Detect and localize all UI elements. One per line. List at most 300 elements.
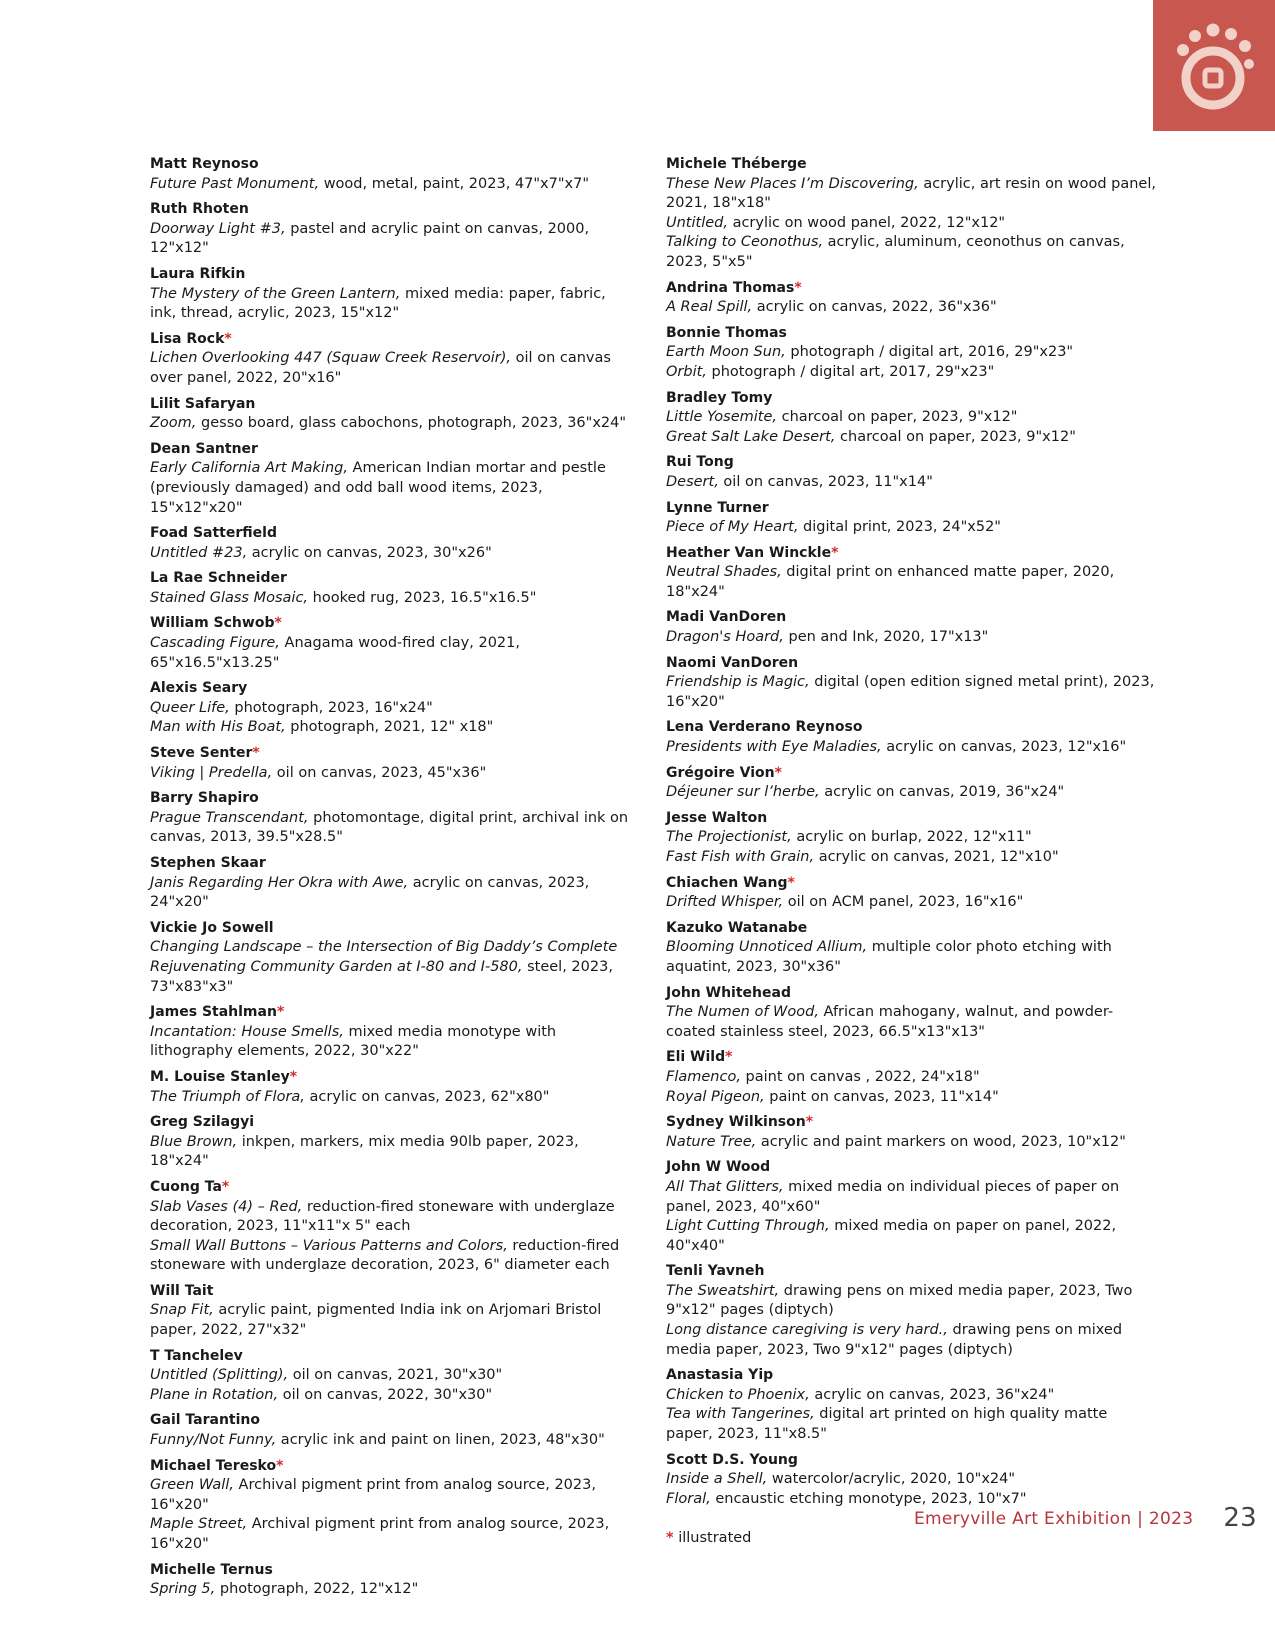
artist-name bbox=[666, 1048, 1156, 1068]
artwork-details: acrylic ink and paint on linen, 2023, 48"x30" bbox=[276, 1432, 605, 1449]
illustrated-marker: * bbox=[725, 1049, 733, 1066]
artwork-title: Blooming Unnoticed Allium, bbox=[666, 939, 868, 956]
artwork-details: reduction-fired stoneware with underglaze decoration, 2023, 6" diameter each bbox=[150, 1237, 620, 1274]
artist-entry bbox=[666, 919, 1156, 978]
artist-name bbox=[666, 1366, 1156, 1386]
artist-entry bbox=[666, 654, 1156, 713]
artist-name-text: Sydney Wilkinson bbox=[666, 1114, 806, 1131]
artwork-title: Incantation: House Smells, bbox=[150, 1023, 344, 1040]
artwork-details: American Indian mortar and pestle (previously damaged) and odd ball wood items, 2023, 15"x12"x20" bbox=[150, 460, 606, 516]
artwork-details: acrylic on canvas, 2023, 62"x80" bbox=[304, 1088, 550, 1105]
artwork-line bbox=[150, 764, 630, 784]
artist-entry bbox=[150, 1457, 630, 1555]
artist-name bbox=[666, 919, 1156, 939]
artist-name bbox=[150, 1178, 630, 1198]
artist-name-text: Laura Rifkin bbox=[150, 265, 246, 282]
artist-name bbox=[666, 608, 1156, 628]
artist-name-text: Dean Santner bbox=[150, 440, 258, 457]
artwork-line bbox=[150, 414, 630, 434]
artwork-line bbox=[150, 1023, 630, 1062]
artist-list-left bbox=[150, 155, 630, 1606]
artwork-line bbox=[150, 1515, 630, 1554]
artist-name bbox=[666, 453, 1156, 473]
artwork-details: acrylic paint, pigmented India ink on Arjomari Bristol paper, 2022, 27"x32" bbox=[150, 1302, 602, 1339]
artwork-details: encaustic etching monotype, 2023, 10"x7" bbox=[710, 1490, 1027, 1507]
artist-name bbox=[150, 200, 630, 220]
artist-name bbox=[666, 764, 1156, 784]
artwork-title: Prague Transcendant, bbox=[150, 809, 309, 826]
artwork-title: Green Wall, bbox=[150, 1477, 234, 1494]
artist-name-text: Kazuko Watanabe bbox=[666, 919, 808, 936]
artist-name bbox=[150, 854, 630, 874]
artwork-line bbox=[150, 699, 630, 719]
artwork-title: Friendship is Magic, bbox=[666, 674, 810, 691]
artwork-title: Drifted Whisper, bbox=[666, 894, 784, 911]
artwork-details: acrylic on burlap, 2022, 12"x11" bbox=[791, 829, 1032, 846]
artwork-line bbox=[150, 1366, 630, 1386]
artwork-line bbox=[150, 1476, 630, 1515]
artist-entry bbox=[666, 499, 1156, 538]
artist-name-text: Chiachen Wang bbox=[666, 874, 788, 891]
artist-entry bbox=[150, 200, 630, 259]
artist-entry bbox=[150, 524, 630, 563]
artist-name-text: Ruth Rhoten bbox=[150, 201, 249, 218]
artwork-title: Nature Tree, bbox=[666, 1133, 757, 1150]
artwork-details: Archival pigment print from analog source, 2023, 16"x20" bbox=[150, 1477, 596, 1513]
artwork-line bbox=[666, 473, 1156, 493]
artwork-line bbox=[666, 1321, 1156, 1360]
artist-name bbox=[150, 330, 630, 350]
artist-entry bbox=[150, 1068, 630, 1107]
artist-entry bbox=[150, 1347, 630, 1406]
artist-name bbox=[150, 1113, 630, 1133]
artist-entry bbox=[666, 1113, 1156, 1152]
artist-name bbox=[150, 1003, 630, 1023]
artist-entry bbox=[150, 265, 630, 324]
artist-entry bbox=[150, 569, 630, 608]
artwork-line bbox=[150, 809, 630, 848]
artwork-line bbox=[666, 1405, 1156, 1444]
artist-name-text: Madi VanDoren bbox=[666, 609, 787, 626]
artwork-details: gesso board, glass cabochons, photograph, 2023, 36"x24" bbox=[196, 415, 627, 432]
artwork-details: Anagama wood-fired clay, 2021, 65"x16.5"x13.25" bbox=[150, 635, 520, 671]
artwork-line bbox=[666, 1470, 1156, 1490]
legend-text: illustrated bbox=[673, 1530, 752, 1547]
artwork-line bbox=[666, 298, 1156, 318]
artwork-title: Light Cutting Through, bbox=[666, 1218, 830, 1235]
artwork-title: Queer Life, bbox=[150, 699, 230, 716]
artist-name-text: Eli Wild bbox=[666, 1049, 726, 1066]
artwork-title: Viking | Predella, bbox=[150, 764, 273, 781]
artist-name-text: Cuong Ta bbox=[150, 1178, 222, 1195]
artwork-details: African mahogany, walnut, and powder-coated stainless steel, 2023, 66.5"x13"x13" bbox=[666, 1004, 1114, 1040]
artist-name bbox=[150, 1282, 630, 1302]
artist-name-text: Michelle Ternus bbox=[150, 1561, 273, 1578]
artwork-line bbox=[666, 673, 1156, 712]
artist-name bbox=[150, 744, 630, 764]
artwork-line bbox=[150, 1237, 630, 1276]
artist-name bbox=[150, 155, 630, 175]
artist-entry bbox=[666, 1262, 1156, 1360]
artist-name-text: John Whitehead bbox=[666, 984, 791, 1001]
artist-name bbox=[150, 265, 630, 285]
illustrated-marker: * bbox=[224, 330, 232, 347]
artist-name-text: Alexis Seary bbox=[150, 680, 248, 697]
artwork-details: digital print, 2023, 24"x52" bbox=[798, 519, 1001, 536]
artwork-details: acrylic on canvas, 2023, 36"x24" bbox=[809, 1386, 1055, 1403]
artist-entry bbox=[150, 1282, 630, 1341]
artwork-details: photograph / digital art, 2016, 29"x23" bbox=[785, 344, 1074, 361]
artist-name bbox=[150, 1068, 630, 1088]
artist-entry bbox=[150, 919, 630, 997]
artwork-details: pen and Ink, 2020, 17"x13" bbox=[783, 629, 989, 646]
artwork-details: wood, metal, paint, 2023, 47"x7"x7" bbox=[319, 175, 589, 192]
artwork-title: The Triumph of Flora, bbox=[150, 1088, 305, 1105]
artwork-details: acrylic on canvas, 2023, 30"x26" bbox=[247, 544, 492, 561]
artwork-title: Plane in Rotation, bbox=[150, 1386, 279, 1403]
artwork-details: photograph, 2023, 16"x24" bbox=[229, 699, 433, 716]
artwork-line bbox=[150, 634, 630, 673]
illustrated-marker: * bbox=[252, 745, 260, 762]
artist-entry bbox=[150, 155, 630, 194]
illustrated-marker: * bbox=[221, 1178, 230, 1195]
artwork-details: oil on ACM panel, 2023, 16"x16" bbox=[783, 894, 1024, 911]
artist-entry bbox=[150, 440, 630, 518]
artwork-title: Early California Art Making, bbox=[150, 460, 348, 477]
artist-name-text: William Schwob bbox=[150, 615, 275, 632]
artwork-details: drawing pens on mixed media paper, 2023, Two 9"x12" pages (diptych) bbox=[666, 1282, 1133, 1319]
artwork-details: digital art printed on high quality matte paper, 2023, 11"x8.5" bbox=[666, 1406, 1108, 1443]
artwork-title: Great Salt Lake Desert, bbox=[666, 428, 836, 445]
artist-entry bbox=[150, 679, 630, 738]
artwork-title: Small Wall Buttons – Various Patterns and Colors, bbox=[150, 1237, 508, 1254]
artwork-line bbox=[666, 1386, 1156, 1406]
artwork-details: mixed media on individual pieces of paper on panel, 2023, 40"x60" bbox=[666, 1178, 1120, 1215]
artist-entry bbox=[150, 330, 630, 389]
artwork-line bbox=[666, 1217, 1156, 1256]
artwork-title: The Mystery of the Green Lantern, bbox=[150, 285, 401, 302]
artist-entry bbox=[150, 395, 630, 434]
artwork-title: These New Places I’m Discovering, bbox=[666, 175, 919, 192]
artwork-line bbox=[666, 893, 1156, 913]
artwork-title: Untitled #23, bbox=[150, 544, 248, 561]
artwork-title: Maple Street, bbox=[150, 1516, 248, 1533]
artist-name-text: T Tanchelev bbox=[150, 1347, 243, 1364]
artist-name-text: Heather Van Winckle bbox=[666, 544, 832, 561]
artwork-line bbox=[666, 1088, 1156, 1108]
artist-name bbox=[150, 1411, 630, 1431]
artwork-line bbox=[666, 938, 1156, 977]
artwork-title: Changing Landscape – the Intersection of Big Daddy’s Complete Rejuvenating Community Garden at I-80 and I-580, bbox=[150, 939, 618, 975]
artwork-line bbox=[666, 408, 1156, 428]
artist-name bbox=[150, 789, 630, 809]
logo-block bbox=[1153, 0, 1275, 131]
artwork-details: acrylic on wood panel, 2022, 12"x12" bbox=[727, 214, 1006, 231]
artwork-details: acrylic on canvas, 2023, 24"x20" bbox=[150, 874, 590, 911]
artist-name-text: Vickie Jo Sowell bbox=[150, 919, 274, 936]
artwork-details: acrylic on canvas, 2023, 12"x16" bbox=[881, 739, 1127, 756]
artwork-details: charcoal on paper, 2023, 9"x12" bbox=[777, 409, 1018, 426]
artist-name bbox=[666, 984, 1156, 1004]
artwork-details: inkpen, markers, mix media 90lb paper, 2023, 18"x24" bbox=[150, 1133, 579, 1170]
artist-name bbox=[666, 1262, 1156, 1282]
artist-entry bbox=[150, 1411, 630, 1450]
artwork-title: All That Glitters, bbox=[666, 1178, 784, 1195]
artwork-line bbox=[666, 214, 1156, 234]
artwork-title: Future Past Monument, bbox=[150, 175, 320, 192]
artwork-details: charcoal on paper, 2023, 9"x12" bbox=[835, 428, 1076, 445]
artist-entry bbox=[666, 874, 1156, 913]
artwork-details: paint on canvas, 2023, 11"x14" bbox=[764, 1088, 999, 1105]
artwork-line bbox=[150, 1580, 630, 1600]
artwork-title: Funny/Not Funny, bbox=[150, 1432, 277, 1449]
artist-entry bbox=[150, 1003, 630, 1062]
artwork-title: Piece of My Heart, bbox=[666, 519, 799, 536]
artwork-line bbox=[666, 1178, 1156, 1217]
artwork-title: Dragon's Hoard, bbox=[666, 629, 784, 646]
artwork-details: paint on canvas , 2022, 24"x18" bbox=[740, 1068, 980, 1085]
artist-name-text: Matt Reynoso bbox=[150, 156, 259, 172]
artwork-title: Neutral Shades, bbox=[666, 564, 782, 581]
illustrated-marker: * bbox=[289, 1068, 298, 1085]
artwork-title: Doorway Light #3, bbox=[150, 220, 286, 237]
artwork-line bbox=[150, 1431, 630, 1451]
artist-entry bbox=[666, 809, 1156, 868]
artwork-title: Spring 5, bbox=[150, 1581, 216, 1598]
artist-name bbox=[666, 1158, 1156, 1178]
artwork-line bbox=[150, 1386, 630, 1406]
artwork-line bbox=[150, 285, 630, 324]
artist-name-text: Barry Shapiro bbox=[150, 790, 259, 807]
artwork-line bbox=[666, 628, 1156, 648]
artist-entry bbox=[150, 1561, 630, 1600]
artist-entry bbox=[666, 453, 1156, 492]
artist-entry bbox=[666, 1451, 1156, 1510]
artwork-details: steel, 2023, 73"x83"x3" bbox=[150, 958, 613, 995]
artwork-details: drawing pens on mixed media paper, 2023, Two 9"x12" pages (diptych) bbox=[666, 1322, 1123, 1358]
artist-name-text: Jesse Walton bbox=[666, 809, 768, 826]
artist-name-text: James Stahlman bbox=[150, 1004, 277, 1021]
artist-entry bbox=[666, 389, 1156, 448]
artist-name bbox=[150, 524, 630, 544]
artwork-line bbox=[150, 1198, 630, 1237]
artwork-details: multiple color photo etching with aquatint, 2023, 30"x36" bbox=[666, 939, 1112, 975]
artwork-line bbox=[666, 1003, 1156, 1042]
artist-name-text: John W Wood bbox=[666, 1159, 771, 1176]
artwork-line bbox=[150, 1088, 630, 1108]
artwork-title: Zoom, bbox=[150, 415, 197, 432]
artwork-line bbox=[150, 874, 630, 913]
artwork-line bbox=[150, 589, 630, 609]
artist-name bbox=[666, 1113, 1156, 1133]
artwork-line bbox=[666, 343, 1156, 363]
artwork-details: acrylic, aluminum, ceonothus on canvas, 2023, 5"x5" bbox=[666, 234, 1125, 270]
illustrated-marker: * bbox=[276, 1457, 284, 1474]
artist-name-text: Andrina Thomas bbox=[666, 279, 795, 296]
artist-entry bbox=[666, 984, 1156, 1043]
publication-title: Emeryville Art Exhibition | 2023 bbox=[913, 1509, 1194, 1529]
artwork-line bbox=[666, 828, 1156, 848]
artist-name bbox=[666, 1451, 1156, 1471]
artwork-line bbox=[666, 783, 1156, 803]
artist-name bbox=[150, 679, 630, 699]
artist-name bbox=[666, 279, 1156, 299]
artwork-line bbox=[666, 738, 1156, 758]
illustrated-marker: * bbox=[794, 279, 802, 296]
artist-name-text: Foad Satterfield bbox=[150, 525, 277, 542]
artwork-details: mixed media on paper on panel, 2022, 40"x40" bbox=[666, 1218, 1117, 1254]
artwork-details: hooked rug, 2023, 16.5"x16.5" bbox=[308, 589, 537, 606]
artist-name-text: Anastasia Yip bbox=[666, 1367, 774, 1384]
artist-entry bbox=[666, 1158, 1156, 1256]
illustrated-marker: * bbox=[774, 764, 782, 781]
artist-name-text: Will Tait bbox=[150, 1282, 214, 1299]
artist-entry bbox=[666, 764, 1156, 803]
artist-name bbox=[666, 389, 1156, 409]
artwork-line bbox=[666, 848, 1156, 868]
artist-entry bbox=[150, 854, 630, 913]
artist-name-text: Naomi VanDoren bbox=[666, 654, 799, 671]
artist-name bbox=[150, 919, 630, 939]
artist-name-text: Rui Tong bbox=[666, 454, 734, 471]
artwork-title: Orbit, bbox=[666, 363, 707, 380]
artwork-line bbox=[666, 1068, 1156, 1088]
artwork-details: oil on canvas, 2023, 45"x36" bbox=[272, 764, 487, 781]
artist-name bbox=[666, 874, 1156, 894]
artist-entry bbox=[150, 744, 630, 783]
artwork-details: acrylic on canvas, 2019, 36"x24" bbox=[819, 784, 1065, 801]
artwork-title: Man with His Boat, bbox=[150, 719, 286, 736]
artwork-details: watercolor/acrylic, 2020, 10"x24" bbox=[767, 1471, 1016, 1488]
artist-entry bbox=[666, 718, 1156, 757]
artist-name-text: Lena Verderano Reynoso bbox=[666, 719, 863, 736]
illustrated-marker: * bbox=[276, 1004, 285, 1021]
artist-name bbox=[150, 1347, 630, 1367]
artist-name bbox=[150, 1561, 630, 1581]
artist-name-text: Greg Szilagyi bbox=[150, 1114, 255, 1131]
artwork-details: photograph, 2022, 12"x12" bbox=[215, 1581, 419, 1598]
artist-name-text: Lisa Rock bbox=[150, 330, 225, 347]
artist-name bbox=[150, 614, 630, 634]
artist-name bbox=[150, 440, 630, 460]
artwork-title: The Numen of Wood, bbox=[666, 1004, 819, 1021]
artwork-title: Floral, bbox=[666, 1490, 711, 1507]
artist-name bbox=[666, 718, 1156, 738]
page-number: 23 bbox=[1223, 1503, 1257, 1533]
artwork-details: acrylic, art resin on wood panel, 2021, 18"x18" bbox=[666, 175, 1156, 212]
artwork-line bbox=[666, 563, 1156, 602]
artwork-line bbox=[666, 175, 1156, 214]
artist-name-text: Bradley Tomy bbox=[666, 389, 773, 406]
artist-entry bbox=[150, 1113, 630, 1172]
illustrated-marker: * bbox=[805, 1114, 814, 1131]
artwork-line bbox=[150, 349, 630, 388]
artist-name-text: Michael Teresko bbox=[150, 1457, 277, 1474]
artwork-details: mixed media: paper, fabric, ink, thread, acrylic, 2023, 15"x12" bbox=[150, 285, 606, 322]
artwork-title: Presidents with Eye Maladies, bbox=[666, 739, 882, 756]
artwork-title: Snap Fit, bbox=[150, 1302, 214, 1319]
artist-list-right bbox=[666, 155, 1156, 1549]
artwork-title: Lichen Overlooking 447 (Squaw Creek Reservoir), bbox=[150, 350, 512, 367]
artwork-details: pastel and acrylic paint on canvas, 2000, 12"x12" bbox=[150, 220, 590, 257]
artwork-title: Fast Fish with Grain, bbox=[666, 849, 815, 865]
artwork-line bbox=[666, 428, 1156, 448]
artwork-title: Déjeuner sur l’herbe, bbox=[666, 784, 820, 801]
artist-name-text: Bonnie Thomas bbox=[666, 324, 787, 341]
artist-name-text: La Rae Schneider bbox=[150, 570, 287, 587]
artwork-title: The Sweatshirt, bbox=[666, 1282, 780, 1299]
artwork-title: Talking to Ceonothus, bbox=[666, 234, 824, 251]
artist-name-text: Lynne Turner bbox=[666, 499, 769, 516]
artwork-title: Royal Pigeon, bbox=[666, 1088, 765, 1105]
artist-name-text: M. Louise Stanley bbox=[150, 1068, 290, 1085]
artist-entry bbox=[150, 1178, 630, 1276]
artwork-line bbox=[150, 1133, 630, 1172]
artwork-details: photograph, 2021, 12" x18" bbox=[285, 719, 494, 736]
artwork-details: oil on canvas, 2022, 30"x30" bbox=[278, 1386, 493, 1403]
artist-name-text: Tenli Yavneh bbox=[666, 1263, 765, 1280]
artwork-details: photograph / digital art, 2017, 29"x23" bbox=[706, 363, 995, 380]
artist-name-text: Lilit Safaryan bbox=[150, 395, 256, 412]
artist-name bbox=[666, 654, 1156, 674]
illustrated-marker: * bbox=[787, 874, 795, 891]
artist-name-text: Scott D.S. Young bbox=[666, 1451, 798, 1468]
artwork-line bbox=[150, 718, 630, 738]
artwork-details: Archival pigment print from analog source, 2023, 16"x20" bbox=[150, 1516, 610, 1552]
illustrated-marker: * bbox=[274, 615, 282, 632]
artwork-title: Chicken to Phoenix, bbox=[666, 1386, 810, 1403]
artwork-title: Desert, bbox=[666, 473, 719, 490]
artwork-line bbox=[666, 1282, 1156, 1321]
artwork-title: The Projectionist, bbox=[666, 829, 792, 846]
artwork-title: Earth Moon Sun, bbox=[666, 344, 786, 361]
artwork-title: Inside a Shell, bbox=[666, 1471, 768, 1488]
artwork-title: Untitled, bbox=[666, 214, 728, 231]
artist-entry bbox=[150, 789, 630, 848]
illustrated-marker: * bbox=[831, 544, 839, 561]
artist-entry bbox=[666, 324, 1156, 383]
artist-entry bbox=[666, 544, 1156, 603]
sun-logo-icon bbox=[1161, 18, 1267, 118]
artwork-title: Stained Glass Mosaic, bbox=[150, 589, 309, 606]
artwork-details: mixed media monotype with lithography elements, 2022, 30"x22" bbox=[150, 1023, 557, 1060]
artwork-line bbox=[666, 518, 1156, 538]
page-footer bbox=[914, 1503, 1257, 1533]
artwork-title: Blue Brown, bbox=[150, 1133, 238, 1150]
artist-name bbox=[150, 395, 630, 415]
artwork-title: Cascading Figure, bbox=[150, 635, 280, 652]
artwork-line bbox=[666, 363, 1156, 383]
artist-entry bbox=[666, 279, 1156, 318]
artist-name bbox=[666, 809, 1156, 829]
artwork-line bbox=[666, 233, 1156, 272]
artwork-details: digital (open edition signed metal print), 2023, 16"x20" bbox=[666, 674, 1155, 710]
artwork-details: digital print on enhanced matte paper, 2020, 18"x24" bbox=[666, 564, 1115, 600]
artwork-line bbox=[150, 220, 630, 259]
artist-name-text: Stephen Skaar bbox=[150, 855, 266, 871]
artist-name bbox=[666, 499, 1156, 519]
artist-entry bbox=[666, 155, 1156, 273]
artwork-title: Tea with Tangerines, bbox=[666, 1406, 815, 1423]
artwork-title: Flamenco, bbox=[666, 1068, 741, 1085]
artwork-title: Little Yosemite, bbox=[666, 409, 778, 426]
artwork-details: acrylic on canvas, 2021, 12"x10" bbox=[814, 849, 1059, 865]
artwork-title: Long distance caregiving is very hard., bbox=[666, 1322, 948, 1339]
artist-name-text: Grégoire Vion bbox=[666, 764, 775, 781]
artwork-line bbox=[150, 938, 630, 997]
artwork-line bbox=[150, 459, 630, 518]
artist-name-text: Steve Senter bbox=[150, 745, 253, 762]
